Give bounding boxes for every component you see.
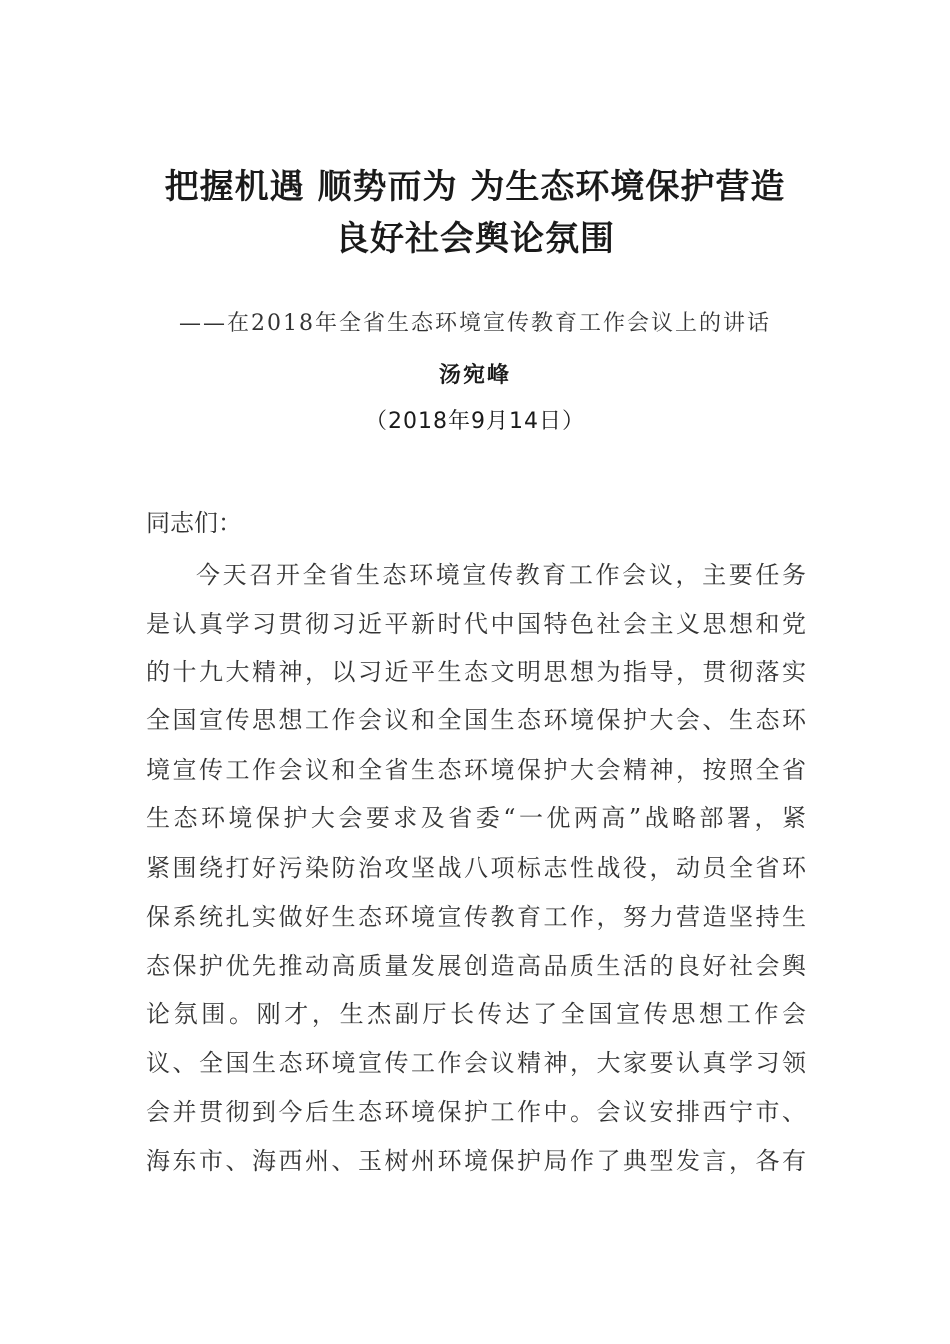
salutation: 同志们： [146,509,242,537]
body-line: 境宣传工作会议和全省生态环境保护大会精神，按照全省 [146,756,806,784]
body-line: 海东市、海西州、玉树州环境保护局作了典型发言，各有 [146,1147,806,1175]
body-line: 紧围绕打好污染防治攻坚战八项标志性战役，动员全省环 [146,854,806,882]
body-line: 态保护优先推动高质量发展创造高品质生活的良好社会舆 [146,952,806,980]
speech-date: （2018年9月14日） [365,409,585,434]
document-subtitle: ——在2018年全省生态环境宣传教育工作会议上的讲话 [179,311,771,336]
body-line: 议、全国生态环境宣传工作会议精神，大家要认真学习领 [146,1049,806,1077]
body-line: 生态环境保护大会要求及省委“一优两高”战略部署，紧 [146,804,806,832]
body-line: 论氛围。刚才，生杰副厅长传达了全国宣传思想工作会 [146,1000,806,1028]
body-line: 全国宣传思想工作会议和全国生态环境保护大会、生态环 [146,706,806,734]
author-name: 汤宛峰 [438,362,511,388]
document-title-line-2: 良好社会舆论氛围 [335,219,615,259]
body-line: 今天召开全省生态环境宣传教育工作会议，主要任务 [196,561,806,589]
body-line: 是认真学习贯彻习近平新时代中国特色社会主义思想和党 [146,610,806,638]
body-line: 会并贯彻到今后生态环境保护工作中。会议安排西宁市、 [146,1098,806,1126]
document-title-line-1: 把握机遇 顺势而为 为生态环境保护营造 [164,167,786,207]
body-line: 的十九大精神，以习近平生态文明思想为指导，贯彻落实 [146,658,806,686]
body-line: 保系统扎实做好生态环境宣传教育工作，努力营造坚持生 [146,903,806,931]
